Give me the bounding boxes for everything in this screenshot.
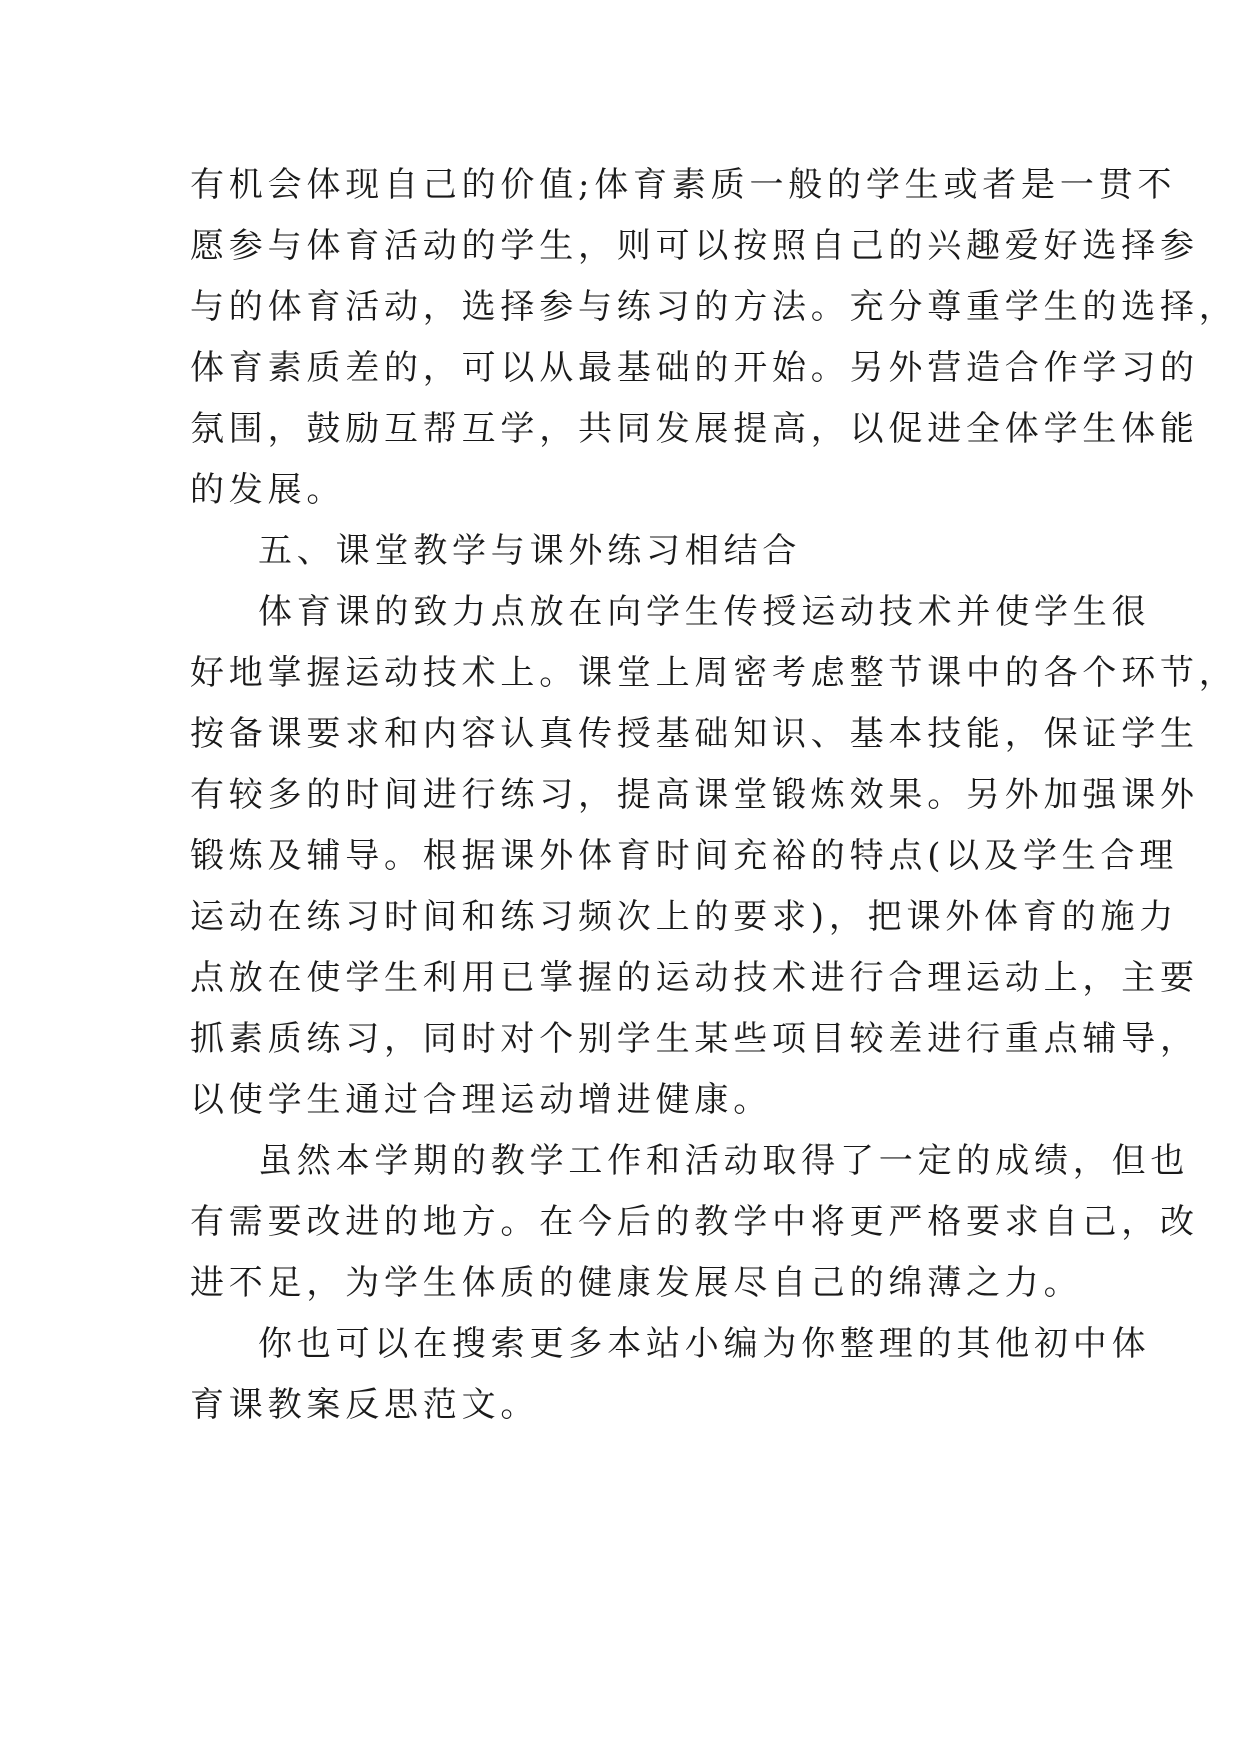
text-line: 你也可以在搜索更多本站小编为你整理的其他初中体 [258,1324,1151,1364]
text-line: 进不足，为学生体质的健康发展尽自己的绵薄之力。 [190,1263,1083,1303]
document-body [190,155,1238,1436]
text-line: 的发展。 [190,470,346,510]
text-line: 好地掌握运动技术上。课堂上周密考虑整节课中的各个环节， [190,653,1238,693]
text-line: 按备课要求和内容认真传授基础知识、基本技能，保证学生 [190,714,1199,754]
text-line: 体育课的致力点放在向学生传授运动技术并使学生很 [258,592,1151,632]
text-line: 虽然本学期的教学工作和活动取得了一定的成绩，但也 [258,1141,1190,1181]
section-heading [190,521,1050,582]
text-line: 有较多的时间进行练习，提高课堂锻炼效果。另外加强课外 [190,775,1199,815]
text-line: 愿参与体育活动的学生，则可以按照自己的兴趣爱好选择参 [190,226,1199,266]
text-line: 运动在练习时间和练习频次上的要求)，把课外体育的施力 [190,897,1179,937]
text-line: 锻炼及辅导。根据课外体育时间充裕的特点(以及学生合理 [190,836,1179,876]
text-line: 体育素质差的，可以从最基础的开始。另外营造合作学习的 [190,348,1199,388]
text-line: 有需要改进的地方。在今后的教学中将更严格要求自己，改 [190,1202,1199,1242]
text-line: 点放在使学生利用已掌握的运动技术进行合理运动上，主要 [190,958,1199,998]
paragraph-continued [190,155,1238,521]
paragraph-more [190,1314,1151,1436]
paragraph-summary [190,1131,1199,1314]
paragraph-pe-class [190,582,1238,1131]
text-line: 以使学生通过合理运动增进健康。 [190,1080,772,1120]
text-line: 有机会体现自己的价值;体育素质一般的学生或者是一贯不 [190,165,1177,205]
text-line: 抓素质练习，同时对个别学生某些项目较差进行重点辅导， [190,1019,1199,1059]
text-line: 氛围，鼓励互帮互学，共同发展提高，以促进全体学生体能 [190,409,1199,449]
text-line: 与的体育活动，选择参与练习的方法。充分尊重学生的选择， [190,287,1238,327]
section-heading-text: 五、课堂教学与课外练习相结合 [258,531,802,571]
text-line: 育课教案反思范文。 [190,1385,540,1425]
